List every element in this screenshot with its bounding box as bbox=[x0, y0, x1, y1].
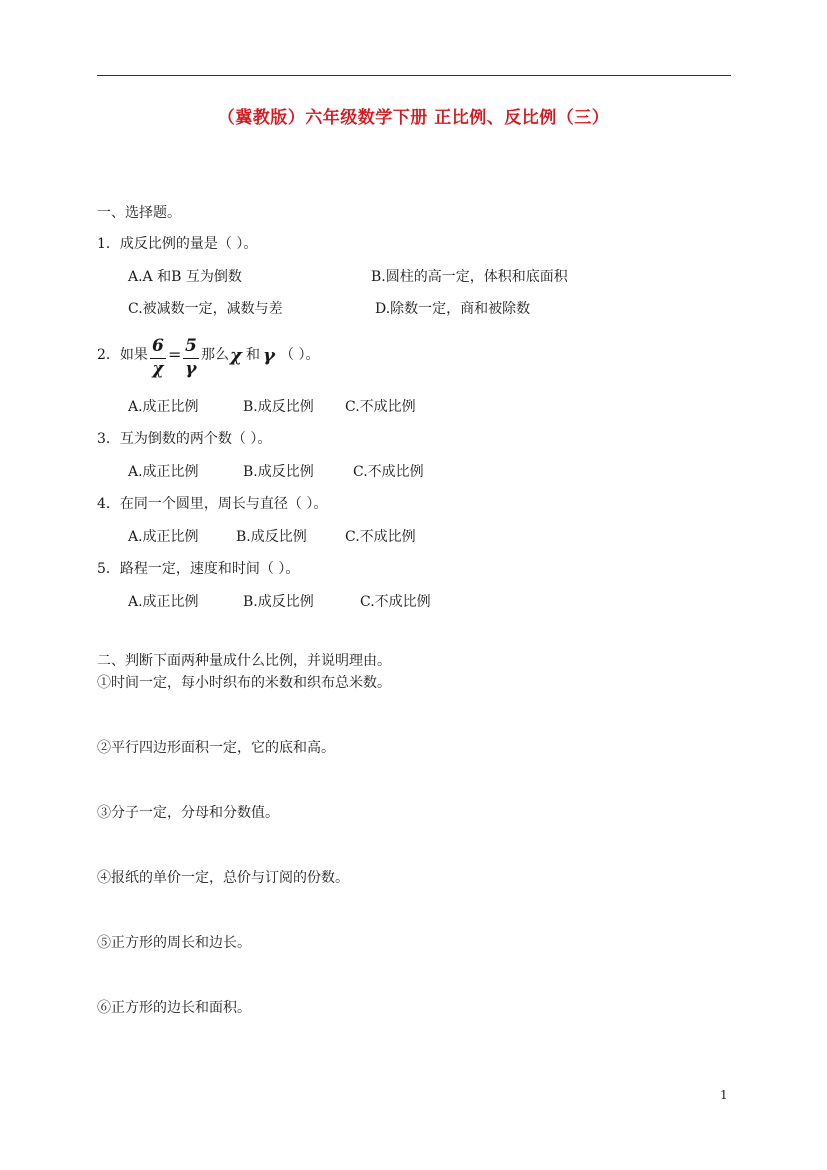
q4-stem: 4．在同一个圆里，周长与直径（ ）。 bbox=[97, 496, 328, 512]
section2-item-1: ①时间一定，每小时织布的米数和织布总米数。 bbox=[97, 675, 391, 691]
page-title: （冀教版）六年级数学下册 正比例、反比例（三） bbox=[217, 108, 610, 128]
q2-option-a: A.成正比例 bbox=[128, 399, 199, 415]
q5-stem: 5．路程一定，速度和时间（ ）。 bbox=[97, 561, 300, 577]
q2-option-b: B.成反比例 bbox=[243, 399, 314, 415]
section2-heading: 二、判断下面两种量成什么比例，并说明理由。 bbox=[97, 653, 391, 669]
q3-option-a: A.成正比例 bbox=[128, 464, 199, 480]
section2-item-4: ④报纸的单价一定，总价与订阅的份数。 bbox=[97, 870, 349, 886]
q2-prefix: 2．如果 bbox=[97, 347, 148, 363]
q2-then-text: 那么 bbox=[201, 347, 229, 363]
q2-option-c: C.不成比例 bbox=[345, 399, 416, 415]
section2-item-5: ⑤正方形的周长和边长。 bbox=[97, 935, 251, 951]
q3-option-b: B.成反比例 bbox=[243, 464, 314, 480]
q2-suffix: （ ）。 bbox=[280, 347, 320, 363]
q1-option-c: C.被减数一定，减数与差 bbox=[128, 301, 283, 317]
q2-fraction-2-denominator: γ bbox=[185, 359, 197, 379]
q2-and-text: 和 bbox=[246, 347, 260, 363]
section2-item-6: ⑥正方形的边长和面积。 bbox=[97, 1000, 251, 1016]
page-number: 1 bbox=[720, 1088, 728, 1102]
q1-option-a: A.A 和B 互为倒数 bbox=[128, 269, 242, 285]
q2-variable-x: χ bbox=[230, 345, 242, 366]
q4-option-b: B.成反比例 bbox=[236, 529, 307, 545]
q2-fraction-1-denominator: χ bbox=[152, 359, 164, 379]
q5-option-b: B.成反比例 bbox=[243, 594, 314, 610]
q5-option-c: C.不成比例 bbox=[360, 594, 431, 610]
section2-item-2: ②平行四边形面积一定，它的底和高。 bbox=[97, 740, 335, 756]
header-rule bbox=[97, 75, 731, 76]
q5-option-a: A.成正比例 bbox=[128, 594, 199, 610]
q1-option-b: B.圆柱的高一定，体积和底面积 bbox=[371, 269, 568, 285]
q2-variable-y: γ bbox=[263, 345, 275, 366]
q3-stem: 3．互为倒数的两个数（ ）。 bbox=[97, 431, 272, 447]
q2-fraction-2-numerator: 5 bbox=[185, 336, 197, 356]
q4-option-a: A.成正比例 bbox=[128, 529, 199, 545]
q4-option-c: C.不成比例 bbox=[345, 529, 416, 545]
q2-fraction-1-numerator: 6 bbox=[152, 336, 164, 356]
section1-heading: 一、选择题。 bbox=[97, 205, 181, 221]
section2-item-3: ③分子一定，分母和分数值。 bbox=[97, 805, 279, 821]
q1-option-d: D.除数一定，商和被除数 bbox=[375, 301, 531, 317]
q2-fraction-2 bbox=[183, 338, 199, 378]
q3-option-c: C.不成比例 bbox=[353, 464, 424, 480]
q2-equals: = bbox=[168, 345, 182, 364]
q1-stem: 1．成反比例的量是（ ）。 bbox=[97, 236, 258, 252]
q2-fraction-1 bbox=[150, 338, 166, 378]
